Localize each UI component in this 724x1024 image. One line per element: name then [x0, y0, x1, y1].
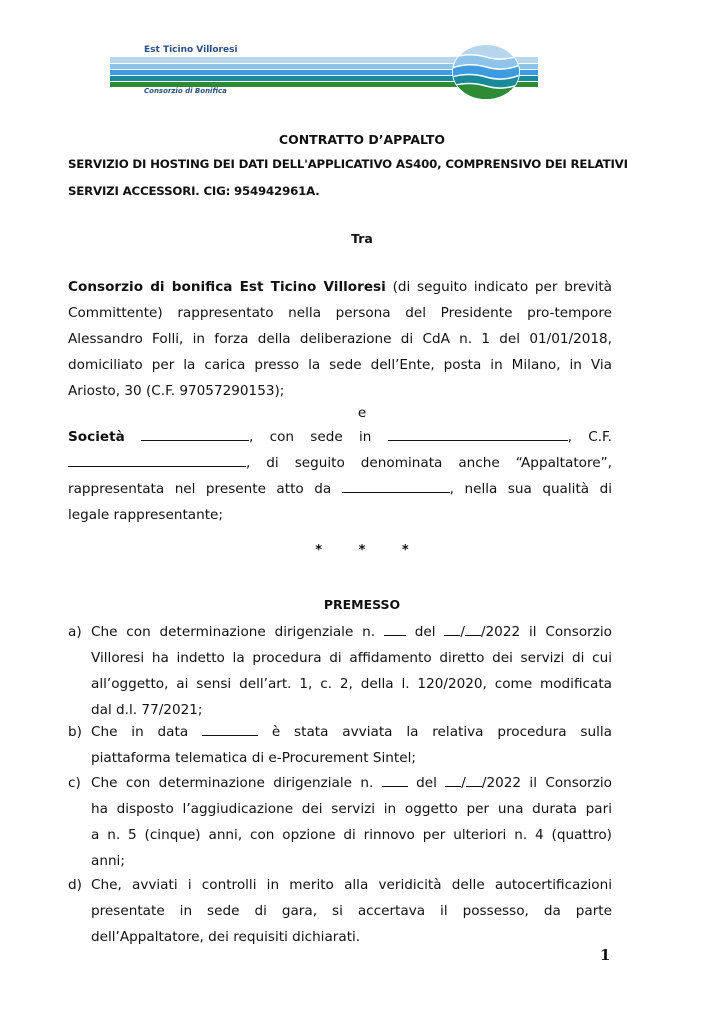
party2-line [68, 429, 612, 445]
premise-text: Che con determinazione dirigenziale n. [91, 624, 376, 640]
document-title: CONTRATTO D’APPALTO [278, 132, 446, 147]
premise-text: del [414, 624, 436, 640]
day-blank[interactable] [444, 625, 460, 636]
subject-line: SERVIZI ACCESSORI. CIG: 954942961A. [68, 184, 320, 198]
premise-b-line [91, 724, 612, 740]
premise-c-line: ha disposto l’aggiudicazione dei servizi in oggetto per una durata pari [91, 801, 612, 817]
party2-text: , C.F. [567, 429, 612, 445]
premise-a-line: dal d.l. 77/2021; [91, 702, 203, 718]
party1-line [68, 279, 612, 295]
premise-b-line: piattaforma telematica di e-Procurement Sintel; [91, 750, 416, 766]
consortium-logo [110, 42, 590, 102]
company-name-blank[interactable] [141, 430, 249, 441]
determination-number-blank[interactable] [384, 625, 406, 636]
premise-marker: b) [68, 724, 82, 740]
party1-line: Alessandro Folli, in forza della deliberazione di CdA n. 1 del 01/01/2018, [68, 331, 612, 347]
premise-marker: a) [68, 624, 82, 640]
premise-marker: d) [68, 877, 82, 893]
premise-a-line: Che con determinazione dirigenziale n. del / /2022 il Consorzio [91, 624, 612, 640]
premise-text: Che con determinazione dirigenziale n. [91, 775, 374, 791]
party1-name: Consorzio di bonifica Est Ticino Villoresi [68, 279, 386, 295]
page-number: 1 [600, 946, 611, 964]
determination-number-blank[interactable] [382, 776, 408, 787]
party2-text: , di seguito denominata anche “Appaltatore”, [246, 455, 612, 471]
party2-name: Società [68, 429, 125, 445]
party2-line [68, 455, 612, 471]
party2-text: , nella sua qualità di [449, 481, 612, 497]
date-blank[interactable] [202, 725, 258, 736]
premise-c-line: a n. 5 (cinque) anni, con opzione di rinnovo per ulteriori n. 4 (quattro) [91, 827, 612, 843]
section-separator: * * * [315, 543, 409, 558]
premise-text: Che in data [91, 724, 189, 740]
between-label: Tra [351, 231, 373, 246]
premise-text: del [416, 775, 437, 791]
party2-text: , con sede in [249, 429, 372, 445]
premise-a-line: all’oggetto, ai sensi dell’art. 1, c. 2, della l. 120/2020, come modificata [91, 676, 612, 692]
and-label: e [357, 405, 367, 421]
seat-blank[interactable] [388, 430, 568, 441]
party2-line [68, 481, 612, 497]
party2-text: rappresentata nel presente atto da [68, 481, 332, 497]
logo-subtitle: Consorzio di Bonifica [144, 87, 227, 95]
premise-c-line: anni; [91, 853, 125, 869]
party2-line: legale rappresentante; [68, 507, 224, 523]
subject-line: SERVIZIO DI HOSTING DEI DATI DELL'APPLICATIVO AS400, COMPRENSIVO DEI RELATIVI [68, 157, 628, 171]
tax-code-blank[interactable] [68, 456, 246, 467]
premises-title: PREMESSO [323, 597, 401, 612]
premise-text: /2022 il Consorzio [480, 624, 612, 640]
premise-d-line: Che, avviati i controlli in merito alla veridicità delle autocertificazioni [91, 877, 612, 893]
premise-text: è stata avviata la relativa procedura sulla [271, 724, 613, 740]
water-globe-icon [452, 44, 520, 100]
day-blank[interactable] [445, 776, 461, 787]
premise-text: /2022 il Consorzio [481, 775, 612, 791]
representative-blank[interactable] [342, 482, 450, 493]
premise-c-line: Che con determinazione dirigenziale n. del / /2022 il Consorzio [91, 775, 612, 791]
party1-line: Ariosto, 30 (C.F. 97057290153); [68, 383, 285, 399]
party1-line: Committente) rappresentato nella persona del Presidente pro-tempore [68, 305, 612, 321]
party1-text: (di seguito indicato per brevità [392, 279, 613, 295]
premise-d-line: dell’Appaltatore, dei requisiti dichiarati. [91, 929, 361, 945]
month-blank[interactable] [466, 776, 482, 787]
premise-marker: c) [68, 775, 81, 791]
premise-d-line: presentate in sede di gara, si accertava il possesso, da parte [91, 903, 612, 919]
premise-a-line: Villoresi ha indetto la procedura di affidamento diretto dei servizi di cui [91, 650, 612, 666]
party1-line: domiciliato per la carica presso la sede dell’Ente, posta in Milano, in Via [68, 357, 612, 373]
month-blank[interactable] [465, 625, 481, 636]
logo-title: Est Ticino Villoresi [144, 45, 238, 55]
